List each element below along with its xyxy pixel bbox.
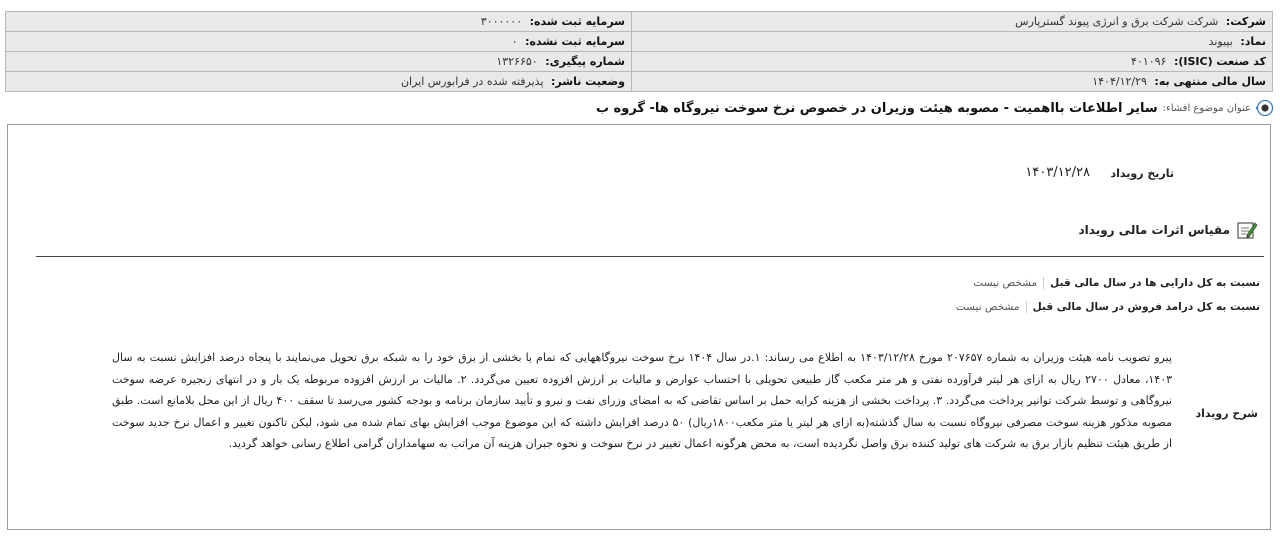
symbol-value: بپیوند — [1208, 35, 1233, 48]
publisher-status-label: وضعیت ناشر: — [551, 75, 625, 88]
fiscal-year-cell — [632, 72, 1273, 92]
radio-bullet-icon — [1256, 99, 1274, 117]
unregistered-capital-cell — [6, 32, 632, 52]
event-date-value: ۱۴۰۳/۱۲/۲۸ — [1025, 165, 1090, 180]
ratio-assets-row — [973, 277, 1260, 289]
ratio-revenue-value: مشخص نیست — [955, 301, 1020, 313]
ratio-assets-label: نسبت به کل دارایی ها در سال مالی قبل — [1043, 277, 1260, 289]
section-divider — [36, 256, 1264, 257]
symbol-label: نماد: — [1240, 35, 1266, 48]
financial-impact-title — [1079, 219, 1258, 241]
edit-note-icon — [1236, 219, 1258, 241]
subject-caption: عنوان موضوع افشاء: — [1162, 102, 1251, 114]
ratio-revenue-label: نسبت به کل درامد فروش در سال مالی قبل — [1026, 301, 1260, 313]
registered-capital-value: ۳۰۰۰۰۰۰ — [480, 15, 523, 28]
tracking-number-cell — [6, 52, 632, 72]
info-row — [6, 12, 1273, 32]
fiscal-year-label: سال مالی منتهی به: — [1154, 75, 1266, 88]
unregistered-capital-label: سرمایه ثبت نشده: — [525, 35, 625, 48]
ratio-assets-value: مشخص نیست — [973, 277, 1038, 289]
symbol-cell — [632, 32, 1273, 52]
fiscal-year-value: ۱۴۰۴/۱۲/۲۹ — [1092, 75, 1147, 88]
description-label: شرح رویداد — [1195, 407, 1258, 420]
publisher-status-cell — [6, 72, 632, 92]
event-date-row — [1025, 165, 1090, 180]
info-row — [6, 72, 1273, 92]
event-date-label: تاریخ رویداد — [1110, 167, 1174, 180]
company-value: شرکت شرکت برق و انرژی پیوند گسترپارس — [1015, 15, 1219, 28]
section-title-text: مقیاس اثرات مالی رویداد — [1078, 223, 1230, 237]
isic-cell — [632, 52, 1273, 72]
ratio-revenue-row — [956, 301, 1260, 313]
subject-title: سایر اطلاعات بااهمیت - مصوبه هیئت وزیران در خصوص نرخ سوخت نیروگاه ها- گروه ب — [595, 100, 1158, 116]
company-cell — [632, 12, 1273, 32]
description-text: پیرو تصویب نامه هیئت وزیران به شماره ۲۰۷۶۵۷ مورخ ۱۴۰۳/۱۲/۲۸ به اطلاع می رساند: ۱.در سال ۱۴۰۴ نرخ سوخت نیروگاههایی که تمام یا بخشی از برق خود را به شبکه برق تحویل می‌نمایند با پنجاه درصد افزایش نسبت به سال ۱۴۰۳، معادل ۲۷۰۰ ریال به ازای هر لیتر فرآورده نفتی و هر متر مکعب گاز طبیعی تحویلی با احتساب عوارض و مالیات بر ارزش افزوده تعیین می‌گردد. ۲. مالیات بر ارزش افزوده مربوطه یک بار و در انتهای زنجیره عرضه سوخت نیروگاهی و توسط شرکت توانیر پرداخت می‌گردد. ۳. پرداخت بخشی از هزینه کرایه حمل بر اساس تقاضی که به امضای وزرای نفت و نیرو و تأیید سازمان برنامه و بودجه کشور می‌رسد تا سقف ۴۰۰ ریال از این محل بلامانع است. طبق مصوبه مذکور هزینه سوخت مصرفی نیروگاه نسبت به سال گذشته(به ازای هر لیتر یا متر مکعب۱۸۰۰ریال) ۵۰ درصد افزایش داشته که این موضوع موجب افزایش بهای تمام شده می شود، لیکن تاکنون تغییر و اعمال نرخ جدید سوخت از طریق هیئت تنظیم بازار برق به شرکت های تولید کننده برق واصل نگردیده است، به محض هرگونه اعمال تغییر در نرخ سوخت و نحوه جبران هزینه آن مراتب به سهامداران گرامی اطلاع رسانی خواهد گردید. — [112, 351, 1173, 450]
isic-value: ۴۰۱۰۹۶ — [1131, 55, 1167, 68]
company-info-table — [5, 11, 1273, 92]
tracking-number-label: شماره پیگیری: — [545, 55, 625, 68]
registered-capital-cell — [6, 12, 632, 32]
info-row — [6, 32, 1273, 52]
info-row — [6, 52, 1273, 72]
disclosure-subject — [0, 96, 1274, 120]
unregistered-capital-value: ۰ — [511, 35, 518, 48]
isic-label: کد صنعت (ISIC): — [1173, 55, 1266, 68]
event-panel — [7, 124, 1271, 530]
publisher-status-value: پذیرفته شده در فرابورس ایران — [400, 75, 544, 88]
tracking-number-value: ۱۳۲۶۶۵۰ — [496, 55, 538, 68]
company-label: شرکت: — [1225, 15, 1266, 28]
registered-capital-label: سرمایه ثبت شده: — [529, 15, 625, 28]
